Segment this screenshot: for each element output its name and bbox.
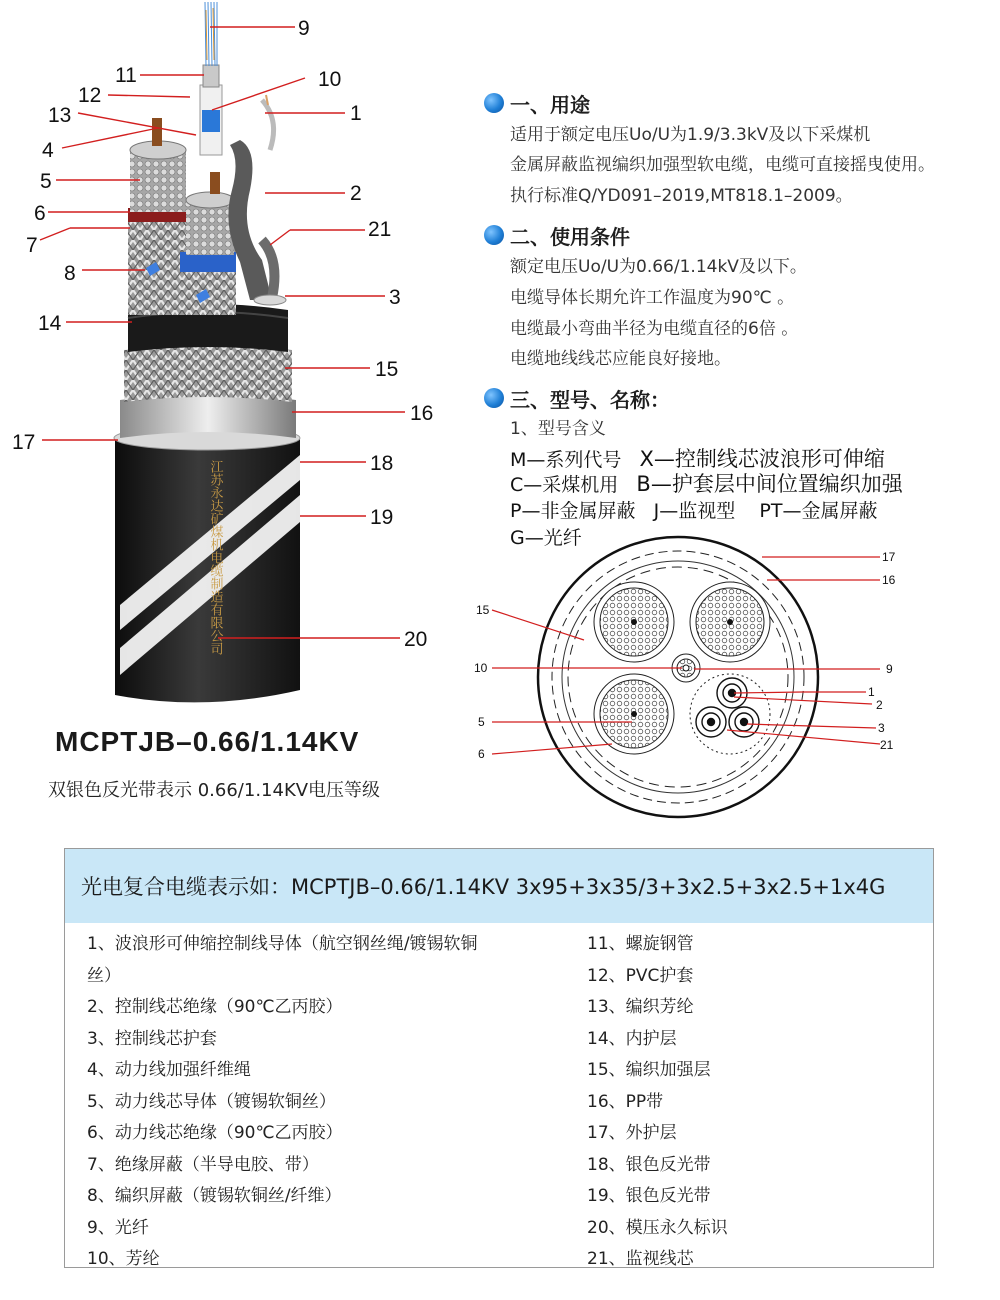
callout-label: 9 — [298, 17, 310, 40]
part-item: 10、芳纶 — [87, 1249, 160, 1269]
part-item: 7、绝缘屏蔽（半导电胶、带） — [87, 1154, 319, 1175]
callout-label: 21 — [368, 218, 392, 241]
section-label: 5 — [478, 715, 485, 729]
callout-label: 5 — [40, 170, 52, 193]
usage-line: 金属屏蔽监视编织加强型软电缆，电缆可直接摇曳使用。 — [510, 155, 935, 175]
section-label: 3 — [878, 721, 885, 735]
section-title: 一、用途 — [510, 92, 590, 117]
part-item: 13、编织芳纶 — [587, 997, 694, 1017]
section-label: 15 — [476, 603, 490, 617]
part-item: 9、光纤 — [87, 1217, 149, 1238]
part-item: 15、编织加强层 — [587, 1060, 711, 1080]
part-item: 19、银色反光带 — [587, 1186, 711, 1206]
section-title: 二、使用条件 — [510, 224, 630, 249]
part-item: 2、控制线芯绝缘（90℃乙丙胶） — [87, 997, 343, 1017]
callout-label: 18 — [370, 452, 394, 475]
section-label: 10 — [474, 661, 488, 675]
code-x: X—控制线芯波浪形可伸缩 — [639, 447, 885, 471]
part-item: 17、外护层 — [587, 1123, 677, 1143]
bullet-icon — [484, 225, 504, 245]
section-label: 2 — [876, 698, 883, 712]
code-row-3 — [510, 499, 877, 523]
section-label: 17 — [882, 550, 896, 564]
callout-label: 16 — [410, 402, 434, 425]
callout-label: 3 — [389, 286, 401, 309]
code-pt: PT—金属屏蔽 — [759, 500, 878, 522]
callout-label: 12 — [78, 84, 102, 107]
callout-label: 8 — [64, 262, 76, 285]
callout-label: 1 — [350, 102, 362, 125]
code-p: P—非金属屏蔽 — [510, 500, 636, 522]
code-j: J—监视型 — [653, 500, 736, 522]
section-label: 16 — [882, 573, 896, 587]
cable-cross-section-diagram — [462, 532, 922, 822]
part-item: 14、内护层 — [587, 1028, 677, 1049]
bullet-icon — [484, 388, 504, 408]
part-item: 21、监视线芯 — [587, 1249, 694, 1269]
part-item: 6、动力线芯绝缘（90℃乙丙胶） — [87, 1123, 343, 1143]
code-row-1 — [510, 447, 885, 472]
usage-line: 适用于额定电压Uo/U为1.9/3.3kV及以下采煤机 — [510, 125, 871, 145]
code-row-2 — [510, 472, 903, 497]
section-label: 9 — [886, 662, 893, 676]
part-item: 5、动力线芯导体（镀锡软铜丝） — [87, 1091, 336, 1112]
section-label: 1 — [868, 685, 875, 699]
callout-label: 13 — [48, 104, 72, 127]
code-m: M—系列代号 — [510, 449, 622, 471]
part-item: 3、控制线芯护套 — [87, 1028, 217, 1049]
code-b: B—护套层中间位置编织加强 — [636, 472, 903, 496]
callout-label: 17 — [12, 431, 36, 454]
callout-label: 14 — [38, 312, 62, 335]
code-g: G—光纤 — [510, 527, 582, 549]
code-c: C—采煤机用 — [510, 474, 619, 496]
section-label: 6 — [478, 747, 485, 761]
jacket-print-text: 江苏永达矿煤机电缆制造有限公司 — [207, 460, 223, 655]
model-meaning-subtitle: 1、型号含义 — [510, 419, 606, 439]
callout-label: 19 — [370, 506, 394, 529]
section-model-heading — [484, 383, 670, 413]
callout-label: 11 — [115, 64, 137, 87]
part-item: 1、波浪形可伸缩控制线导体（航空钢丝绳/镀锡软铜丝） — [87, 934, 478, 986]
model-title: MCPTJB–0.66/1.14KV — [55, 726, 360, 757]
part-item: 11、螺旋钢管 — [587, 934, 694, 954]
callout-label: 4 — [42, 139, 54, 162]
callout-label: 6 — [34, 202, 46, 225]
spec-header: 光电复合电缆表示如：MCPTJB–0.66/1.14KV 3x95+3x35/3+3x2.5+3x2.5+1x4G — [65, 849, 933, 923]
section-title: 三、型号、名称： — [510, 387, 670, 412]
bullet-icon — [484, 93, 504, 113]
conditions-line: 电缆最小弯曲半径为电缆直径的6倍 。 — [510, 319, 799, 339]
section-label: 21 — [880, 738, 894, 752]
callout-label: 7 — [26, 234, 38, 257]
part-item: 8、编织屏蔽（镀锡软铜丝/纤维） — [87, 1186, 342, 1206]
model-description: 双银色反光带表示 0.66/1.14KV电压等级 — [48, 780, 381, 801]
section-usage-heading — [484, 88, 590, 118]
usage-line: 执行标准Q/YD091–2019,MT818.1–2009。 — [510, 186, 853, 206]
part-item: 20、模压永久标识 — [587, 1217, 728, 1238]
part-item: 18、银色反光带 — [587, 1154, 711, 1175]
part-item: 4、动力线加强纤维绳 — [87, 1060, 251, 1080]
parts-list-right — [587, 929, 917, 1276]
section-conditions-heading — [484, 220, 630, 250]
spec-panel — [64, 848, 934, 1268]
cable-cutaway-illustration — [0, 0, 470, 730]
parts-list-left — [87, 929, 487, 1276]
conditions-line: 电缆地线线芯应能良好接地。 — [510, 349, 731, 369]
conditions-line: 电缆导体长期允许工作温度为90℃ 。 — [510, 288, 795, 308]
callout-label: 2 — [350, 182, 362, 205]
callout-label: 15 — [375, 358, 399, 381]
conditions-line: 额定电压Uo/U为0.66/1.14kV及以下。 — [510, 257, 807, 277]
part-item: 12、PVC护套 — [587, 965, 694, 986]
part-item: 16、PP带 — [587, 1091, 664, 1112]
callout-label: 20 — [404, 628, 428, 651]
callout-label: 10 — [318, 68, 342, 91]
